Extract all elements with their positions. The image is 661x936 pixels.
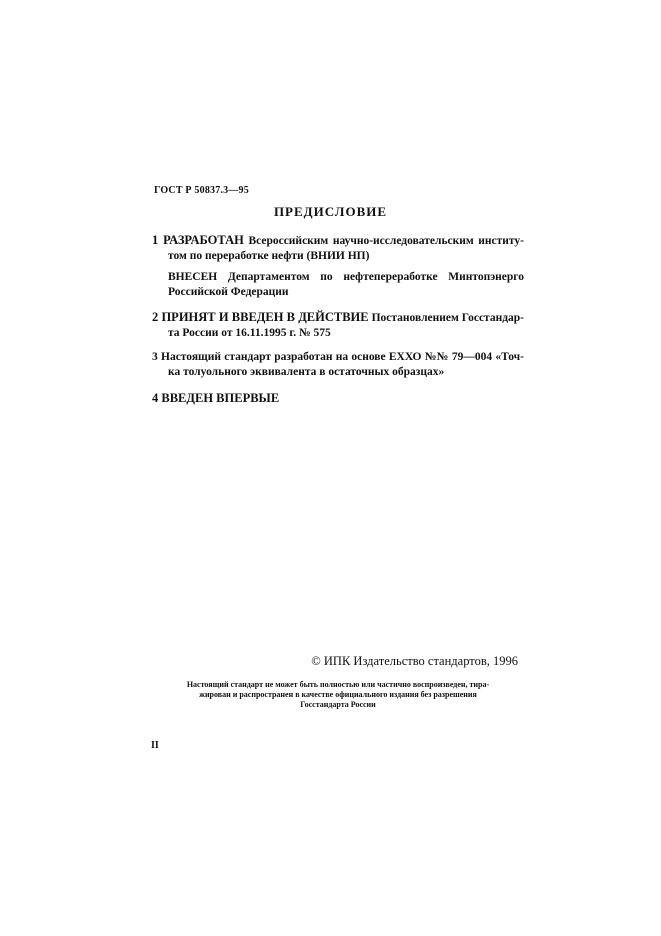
item-1-line-1 bbox=[152, 233, 524, 249]
item-3 bbox=[152, 350, 524, 380]
item-2-line-2: та России от 16.11.1995 г. № 575 bbox=[168, 327, 331, 339]
item-3-line-2: ка толуольного эквивалента в остаточных образцах» bbox=[168, 366, 445, 378]
notice-line-2: жирован и распространен в качестве официального издания без разрешения bbox=[199, 690, 477, 699]
reproduction-notice bbox=[150, 680, 526, 710]
page-number: II bbox=[151, 740, 159, 751]
item-4-lead: 4 ВВЕДЕН ВПЕРВЫЕ bbox=[152, 391, 280, 405]
copyright-line: © ИПК Издательство стандартов, 1996 bbox=[311, 654, 518, 668]
item-2-line-1 bbox=[152, 310, 524, 326]
item-2-lead: 2 ПРИНЯТ И ВВЕДЕН В ДЕЙСТВИЕ bbox=[152, 310, 369, 324]
standard-code: ГОСТ Р 50837.3—95 bbox=[154, 185, 249, 196]
item-1-lead: 1 РАЗРАБОТАН bbox=[152, 233, 244, 247]
item-4 bbox=[152, 391, 524, 406]
item-1-introduced bbox=[152, 270, 524, 300]
item-1 bbox=[152, 233, 524, 264]
notice-line-3: Госстандарта России bbox=[300, 700, 376, 709]
item-1a-line-2: Российской Федерации bbox=[168, 286, 289, 298]
page-title: ПРЕДИСЛОВИЕ bbox=[273, 204, 388, 219]
item-1a-line-1: ВНЕСЕН Департаментом по нефтепереработке Минтопэнерго bbox=[168, 271, 524, 283]
item-2 bbox=[152, 310, 524, 341]
item-1-line-2: том по переработке нефти (ВНИИ НП) bbox=[168, 250, 370, 262]
item-2-text: Постановлением Госстандар- bbox=[371, 312, 525, 324]
notice-line-1: Настоящий стандарт не может быть полностью или частично воспроизведен, тира- bbox=[186, 680, 490, 689]
item-1-text: Всероссийским научно-исследовательским институ- bbox=[248, 235, 525, 247]
item-3-line-1: 3 Настоящий стандарт разработан на основе ЕХХО №№ 79—004 «Точ- bbox=[152, 351, 524, 363]
